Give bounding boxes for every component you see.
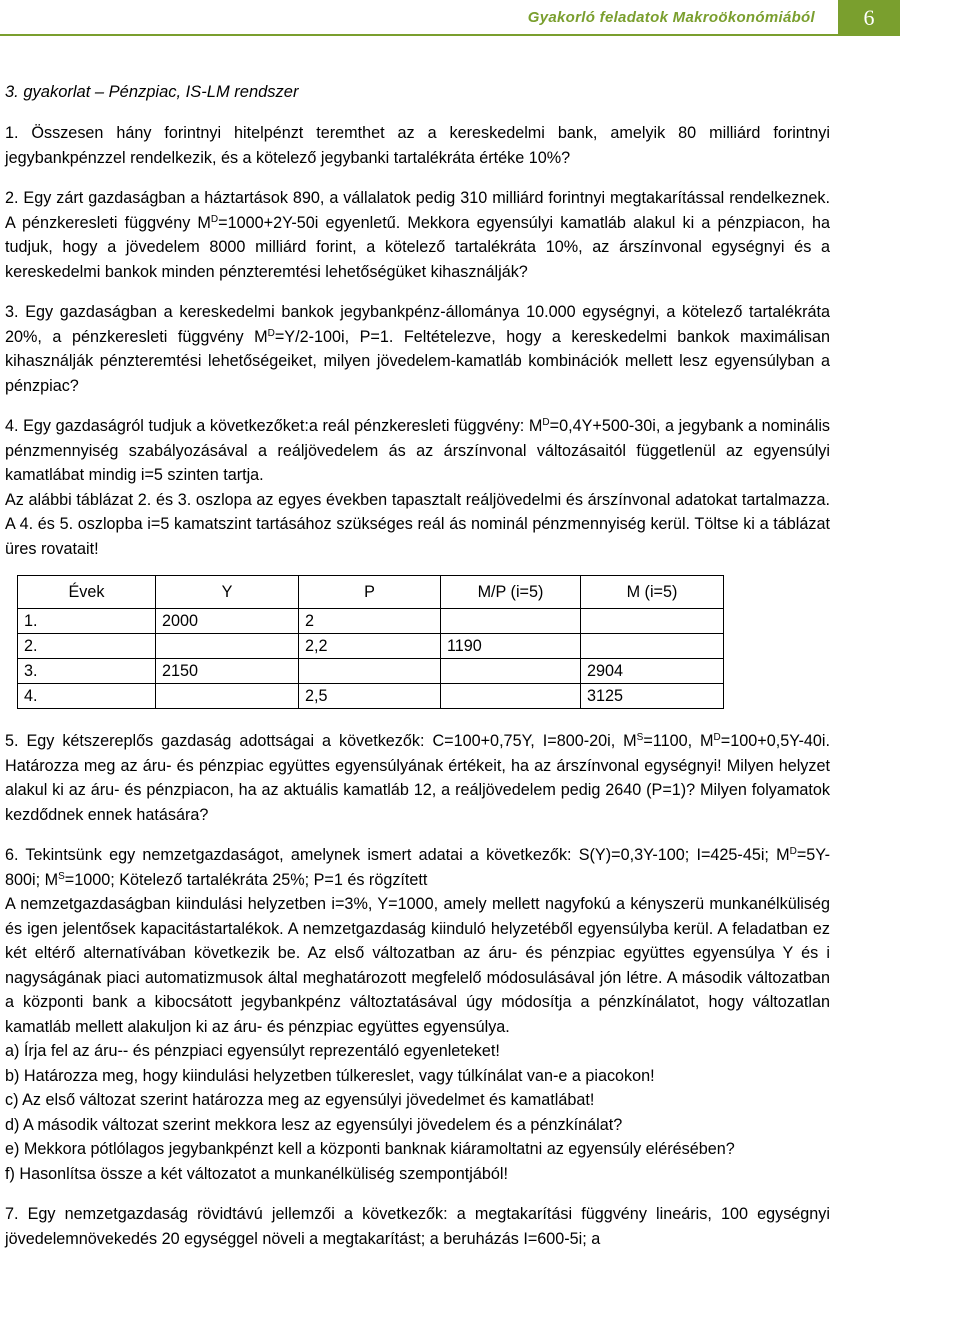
question-6-item: c) Az első változat szerint határozza meg az egyensúlyi jövedelmet és kamatlábat! bbox=[5, 1091, 595, 1109]
question-4-instructions: Az alábbi táblázat 2. és 3. oszlopa az egyes években tapasztalt reáljövedelmi és árszínvonal adatokat tartalmazza. A 4. és 5. oszlopba i=5 kamatszint tartásához szükséges reál ás nominál pénzmennyiség kerül. Töltse ki a táblázat üres rovatait! bbox=[5, 490, 830, 558]
table-cell: 2,5 bbox=[299, 684, 441, 709]
question-3: 3. Egy gazdaságban a kereskedelmi bankok jegybankpénz-állománya 10.000 egységnyi, a kötelező tartalékráta 20%, a pénzkeresleti függvény $M^D=Y/2-100i$, P=1. Feltételezve, hogy a kereskedelmi bankok maximálisan kihasználják pénzteremtési lehetőségeiket, milyen jövedelem-kamatláb kombinációk mellett lesz egyensúlyban a pénzpiac? bbox=[5, 303, 830, 395]
question-7: 7. Egy nemzetgazdaság rövidtávú jellemzői a következők: a megtakarítási függvény lineáris, 100 egységnyi jövedelemnövekedés 20 egységgel növeli a megtakarítást; a beruházás I=600-5i; a bbox=[5, 1205, 830, 1248]
table-header-cell: M (i=5) bbox=[581, 576, 724, 609]
table-cell bbox=[441, 659, 581, 684]
table-cell bbox=[441, 684, 581, 709]
table-cell: 2. bbox=[18, 634, 156, 659]
table-cell bbox=[581, 634, 724, 659]
header-title: Gyakorló feladatok Makroökonómiából bbox=[527, 9, 815, 26]
table-row bbox=[18, 609, 724, 634]
table-cell: 1. bbox=[18, 609, 156, 634]
question-6-item: f) Hasonlítsa össze a két változatot a munkanélküliség szempontjából! bbox=[5, 1164, 508, 1183]
question-5: 5. Egy kétszereplős gazdaság adottságai a következők: C=100+0,75Y, I=800-20i, $M^S=1100$, $M^D=100+0,5Y-40i$. Határozza meg az áru- és pénzpiac együttes egyensúlyának értékeit, ha az árszínvonal egységnyi! Milyen helyzet alakul ki az áru- és pénzpiacon, ha az aktuális kamatláb 12, a reáljövedelem pedig 2640 (P=1)? Milyen folyamatok kezdődnek ennek hatására? bbox=[5, 732, 830, 824]
table-cell bbox=[441, 609, 581, 634]
question-2: 2. Egy zárt gazdaságban a háztartások 890, a vállalatok pedig 310 milliárd forintnyi megtakarítással rendelkeznek. A pénzkeresleti függvény $M^D=1000+2Y-50i$ egyenletű. Mekkora egyensúlyi kamatláb alakul ki a pénzpiacon, ha tudjuk, hogy a jövedelem 8000 milliárd forint, a kötelező tartalékráta 10%, az árszínvonal egységnyi és a kereskedelmi bankok minden pénzteremtési lehetőségüket kihasználják? bbox=[5, 189, 830, 281]
table-cell: 4. bbox=[18, 684, 156, 709]
question-4: 4. Egy gazdaságról tudjuk a következőket:a reál pénzkeresleti függvény: $M^D=0,4Y+500-30i$, a jegybank a nominális pénzmennyiség szabályozásával a reáljövedelem ás az árszínvonal változásaitól függetlenül az egyensúlyi kamatlábat mindig i=5 szinten tartja. bbox=[5, 417, 831, 484]
table-cell bbox=[156, 684, 299, 709]
question-6: 6. Tekintsünk egy nemzetgazdaságot, amelynek ismert adatai a következők: S(Y)=0,3Y-100; I=425-45i; $M^D=5Y-800i$; $M^S=1000$; Kötelező tartalékráta 25%; P=1 és rögzített bbox=[5, 846, 830, 889]
table-cell bbox=[581, 609, 724, 634]
page-number: 6 bbox=[838, 0, 900, 36]
table-cell: 3125 bbox=[581, 684, 724, 709]
table-cell: 1190 bbox=[441, 634, 581, 659]
table-row bbox=[18, 634, 724, 659]
table-cell: 2 bbox=[299, 609, 441, 634]
question-6-item: b) Határozza meg, hogy kiindulási helyzetben túlkereslet, vagy túlkínálat van-e a piacokon! bbox=[5, 1066, 655, 1085]
question-6-item: e) Mekkora pótlólagos jegybankpénzt kell a központi banknak kiáramoltatni az egyensúly elérésében? bbox=[5, 1140, 735, 1158]
table-cell: 2,2 bbox=[299, 634, 441, 659]
table-header-cell: Évek bbox=[18, 576, 156, 609]
table-row bbox=[18, 684, 724, 709]
page-content bbox=[5, 80, 830, 1251]
table-cell bbox=[299, 659, 441, 684]
question-6-item: a) Írja fel az áru-- és pénzpiaci egyensúlyt reprezentáló egyenleteket! bbox=[5, 1042, 500, 1060]
table-header-cell: P bbox=[299, 576, 441, 609]
page-header bbox=[0, 0, 960, 36]
table-header-row bbox=[18, 576, 724, 609]
table-cell: 2904 bbox=[581, 659, 724, 684]
section-title: 3. gyakorlat – Pénzpiac, IS-LM rendszer bbox=[5, 83, 299, 101]
header-rule bbox=[0, 34, 838, 36]
table-cell bbox=[156, 634, 299, 659]
table-cell: 2150 bbox=[156, 659, 299, 684]
question-6-item: d) A második változat szerint mekkora lesz az egyensúlyi jövedelem és a pénzkínálat? bbox=[5, 1115, 623, 1134]
data-table bbox=[17, 575, 724, 709]
table-header-cell: M/P (i=5) bbox=[441, 576, 581, 609]
table-row bbox=[18, 659, 724, 684]
question-6-scenario: A nemzetgazdaságban kiindulási helyzetben i=3%, Y=1000, amely mellett nagyfokú a kényszerü munkanélküliség és igen jelentősek kapacitástartalékok. A nemzetgazdaság kiinduló helyzetéből egyensúlyba kerül. A feladatban ez két eltérő alternatívában következik be. Az első változatban az áru- és pénzpiac együttes egyensúlya Y és i nagyságának piaci automatizmusok által meghatározott megfelelő módosulásával jón létre. A második változatban a központi bank a kibocsátott jegybankpénz változtatásával úgy módosítja a pénzkínálatot, hogy változatlan kamatláb mellett alakuljon ki az áru- és pénzpiac együttes egyensúlya. bbox=[5, 895, 830, 1036]
table-cell: 2000 bbox=[156, 609, 299, 634]
table-cell: 3. bbox=[18, 659, 156, 684]
question-1: 1. Összesen hány forintnyi hitelpénzt teremthet az a kereskedelmi bank, amelyik 80 milliárd forintnyi jegybankpénzzel rendelkezik, és a kötelező jegybanki tartalékráta értéke 10%? bbox=[5, 124, 830, 167]
table-header-cell: Y bbox=[156, 576, 299, 609]
